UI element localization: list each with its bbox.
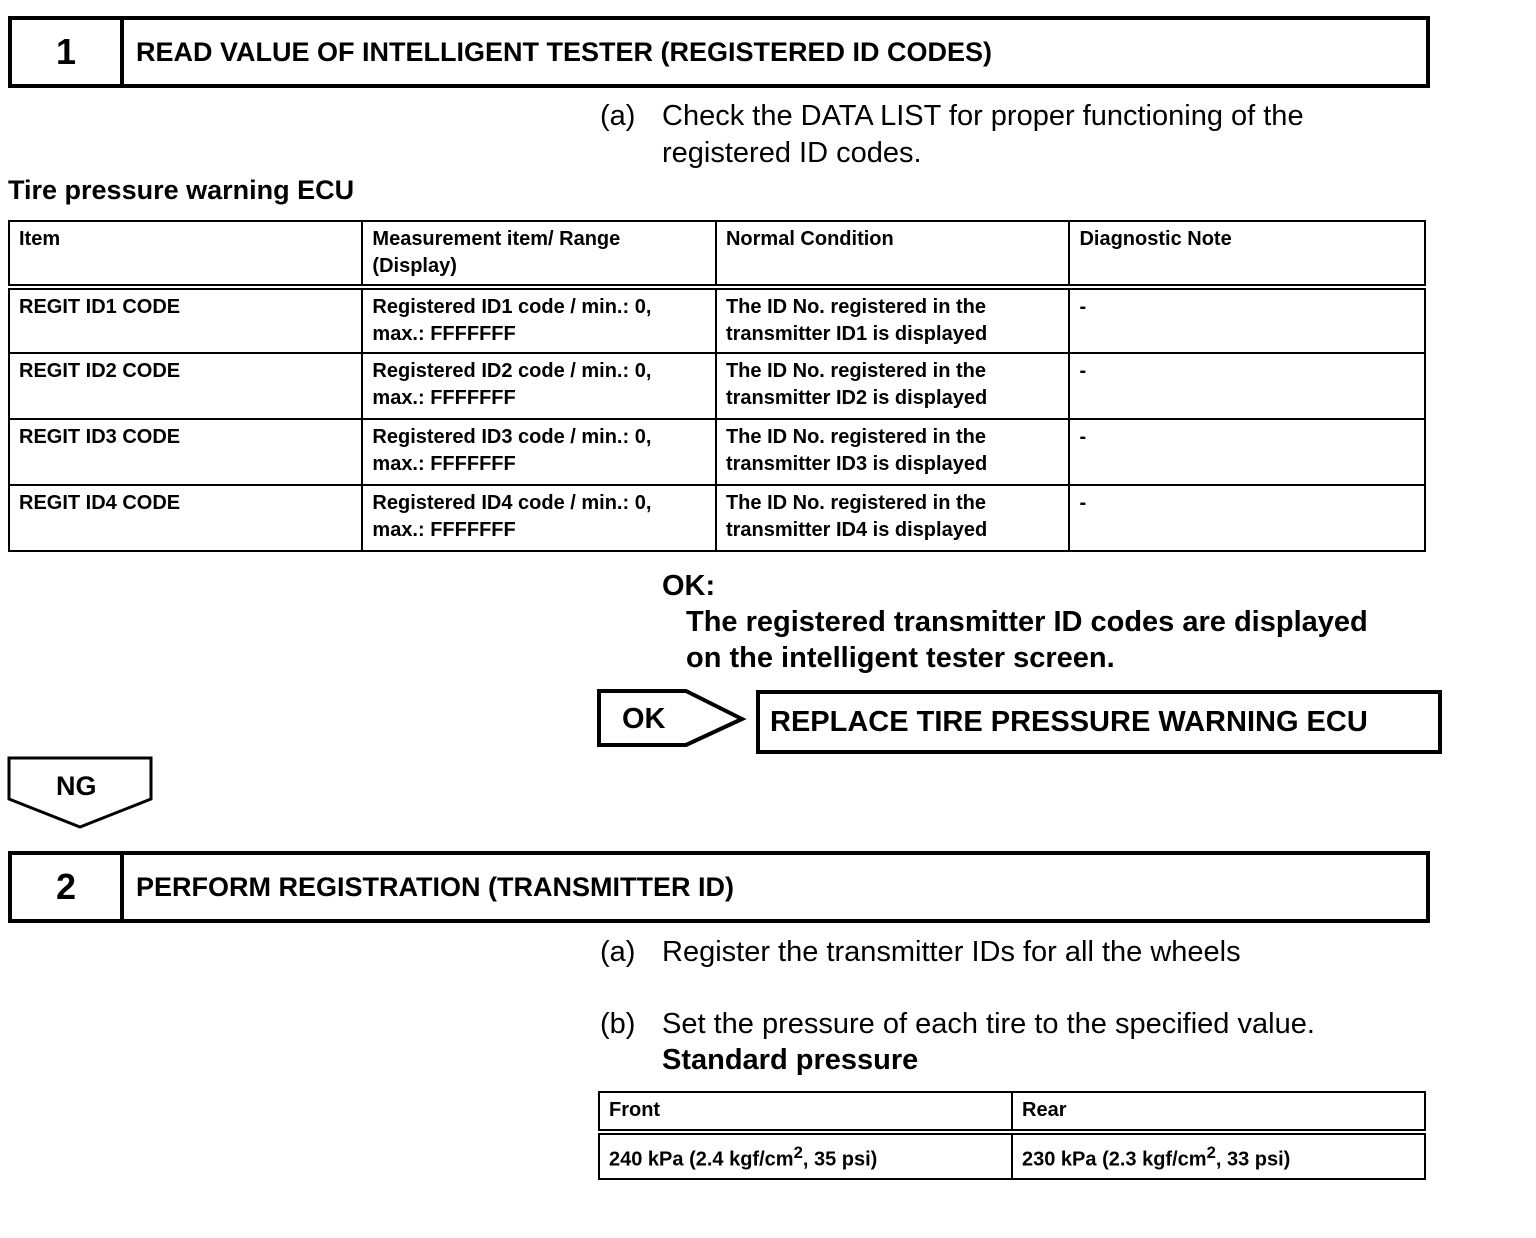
ok-arrow-icon [599,691,742,745]
ok-condition-line1: The registered transmitter ID codes are displayed [686,606,1368,638]
step-1-header [8,16,1430,88]
table-row [9,485,1425,551]
step-1-para-a-line1: Check the DATA LIST for proper functioning of the [662,100,1304,132]
cell-note: - [1069,287,1425,353]
cell-range: Registered ID1 code / min.: 0, max.: FFFFFFF [362,287,716,353]
cell-item: REGIT ID3 CODE [9,419,362,485]
step-2-header [8,851,1430,923]
step-2-para-b-label: (b) [600,1008,636,1040]
standard-pressure-title: Standard pressure [662,1044,919,1076]
header-normal-condition: Normal Condition [716,221,1070,287]
step-1-para-a-label: (a) [600,100,636,132]
data-list-table-caption: Tire pressure warning ECU [8,175,355,205]
cell-note: - [1069,485,1425,551]
step-2-title: PERFORM REGISTRATION (TRANSMITTER ID) [136,872,734,902]
data-list-header-row [9,221,1425,287]
step-1-title: READ VALUE OF INTELLIGENT TESTER (REGISTERED ID CODES) [136,37,993,67]
step-2-number: 2 [12,855,124,919]
step-1-number: 1 [12,20,124,84]
data-list-table [8,220,1426,552]
cell-normal: The ID No. registered in the transmitter ID3 is displayed [716,419,1070,485]
table-row [9,353,1425,419]
ok-result-box: REPLACE TIRE PRESSURE WARNING ECU [756,690,1442,754]
step-1-para-a-line2: registered ID codes. [662,137,922,169]
step-2-para-a-label: (a) [600,936,636,968]
cell-item: REGIT ID4 CODE [9,485,362,551]
ng-arrow [6,755,156,831]
table-row [9,419,1425,485]
cell-range: Registered ID4 code / min.: 0, max.: FFFFFFF [362,485,716,551]
cell-item: REGIT ID2 CODE [9,353,362,419]
cell-rear-pressure: 230 kPa (2.3 kgf/$cm^2$, 33 psi) [1012,1132,1425,1179]
cell-normal: The ID No. registered in the transmitter ID1 is displayed [716,287,1070,353]
header-front: Front [599,1092,1012,1132]
ok-arrow [596,688,748,750]
cell-range: Registered ID2 code / min.: 0, max.: FFFFFFF [362,353,716,419]
ok-arrow-label: OK [622,703,666,735]
cell-normal: The ID No. registered in the transmitter ID4 is displayed [716,485,1070,551]
header-item: Item [9,221,362,287]
cell-note: - [1069,419,1425,485]
header-range: Measurement item/ Range (Display) [362,221,716,287]
step-2-para-b-text: Set the pressure of each tire to the specified value. [662,1008,1315,1040]
cell-front-pressure: 240 kPa (2.4 kgf/$cm^2$, 35 psi) [599,1132,1012,1179]
table-row [599,1132,1425,1179]
step-2-para-a-text: Register the transmitter IDs for all the wheels [662,936,1241,968]
cell-range: Registered ID3 code / min.: 0, max.: FFFFFFF [362,419,716,485]
ng-arrow-label: NG [56,771,97,801]
header-rear: Rear [1012,1092,1425,1132]
pressure-table [598,1091,1426,1180]
table-row [9,287,1425,353]
cell-note: - [1069,353,1425,419]
header-diagnostic-note: Diagnostic Note [1069,221,1425,287]
pressure-header-row [599,1092,1425,1132]
ok-condition-line2: on the intelligent tester screen. [686,642,1115,674]
cell-normal: The ID No. registered in the transmitter ID2 is displayed [716,353,1070,419]
ok-label: OK: [662,570,716,602]
cell-item: REGIT ID1 CODE [9,287,362,353]
